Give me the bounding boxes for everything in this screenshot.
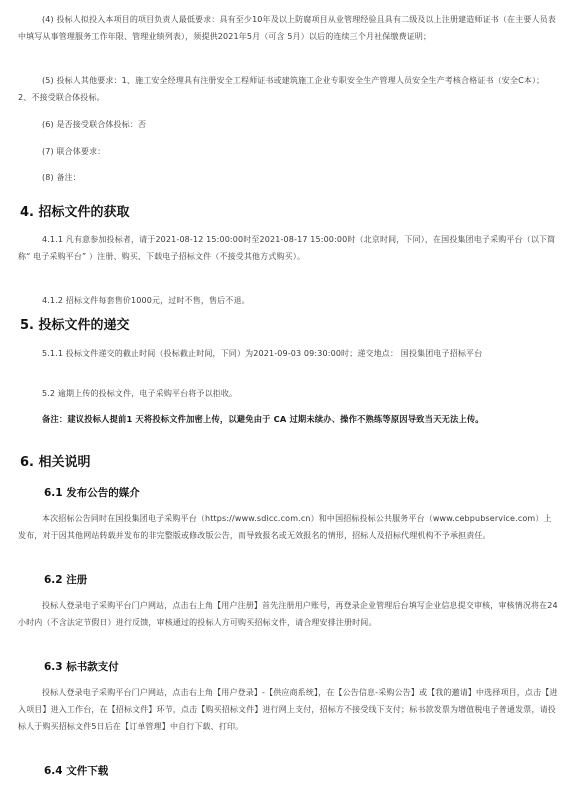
subsection-6-1-heading: 6.1 发布公告的媒介 xyxy=(44,487,140,499)
upload-note: 备注：建议投标人提前1 天将投标文件加密上传，以避免由于 CA 过期未续办、操作不熟练等原因导致当天无法上传。 xyxy=(42,414,484,424)
subsection-6-2-heading: 6.2 注册 xyxy=(44,574,88,586)
subsection-6-4-heading: 6.4 文件下载 xyxy=(44,765,109,777)
section-4-heading: 4. 招标文件的获取 xyxy=(20,205,130,220)
requirement-item-7: (7) 联合体要求： xyxy=(42,147,106,156)
paragraph-6-1: 本次招标公告同时在国投集团电子采购平台（https://www.sdicc.com.cn）和中国招标投标公共服务平台（www.cebpubservice.com）上发布，对于因其他网站转载并发布的非完整版或修改版公告，而导致报名或无效报名的情形，招标人及招标代理机构不予承担责任。 xyxy=(18,514,552,540)
section-5-heading: 5. 投标文件的递交 xyxy=(20,318,130,333)
requirement-item-8: (8) 备注： xyxy=(42,173,81,182)
subsection-6-3-heading: 6.3 标书款支付 xyxy=(44,661,119,673)
requirement-item-5: (5) 投标人其他要求：1、施工安全经理具有注册安全工程师证书或建筑施工企业专职安全生产管理人员安全生产考核合格证书（安全C本）； 2、不接受联合体投标。 xyxy=(18,76,545,102)
paragraph-4-1-2: 4.1.2 招标文件每套售价1000元，过时不售，售后不退。 xyxy=(42,296,250,305)
requirement-item-4: (4) 投标人拟投入本项目的项目负责人最低要求：具有至少10年及以上防腐项目从业管理经验且具有二级及以上注册建造师证书（在主要人员表中填写从事管理服务工作年限、管理业绩列表），须提供2021年5月（可含 5月）以后的连续三个月社保缴费证明； xyxy=(18,15,556,41)
paragraph-6-2: 投标人登录电子采购平台门户网站，点击右上角【用户注册】首先注册用户账号，再登录企业管理后台填写企业信息提交审核，审核情况将在24小时内（不含法定节假日）进行反馈，审核通过的投标人方可购买招标文件，请合理安排注册时间。 xyxy=(18,601,558,627)
requirement-item-6: (6) 是否接受联合体投标：否 xyxy=(42,120,147,129)
paragraph-6-3: 投标人登录电子采购平台门户网站，点击右上角【用户登录】-【供应商系统】，在【公告信息-采购公告】或【我的邀请】中选择项目，点击【进入项目】进入工作台，在【招标文件】环节，点击【购买招标文件】进行网上支付，招标方不接受线下支付；标书款发票为增值税电子普通发票，请投标人于购买招标文件5日后在【订单管理】中自行下载、打印。 xyxy=(18,688,558,731)
section-6-heading: 6. 相关说明 xyxy=(20,455,91,470)
paragraph-4-1-1: 4.1.1 凡有意参加投标者，请于2021-08-12 15:00:00时至2021-08-17 15:00:00时（北京时间，下同），在国投集团电子采购平台（以下简称“ 电子采购平台” ）注册、购买、下载电子招标文件（不接受其他方式购买）。 xyxy=(18,235,556,261)
paragraph-5-2: 5.2 逾期上传的投标文件，电子采购平台将予以拒收。 xyxy=(42,389,238,398)
paragraph-5-1-1: 5.1.1 投标文件递交的截止时间（投标截止时间，下同）为2021-09-03 09:30:00时；递交地点： 国投集团电子招标平台 xyxy=(42,349,483,358)
